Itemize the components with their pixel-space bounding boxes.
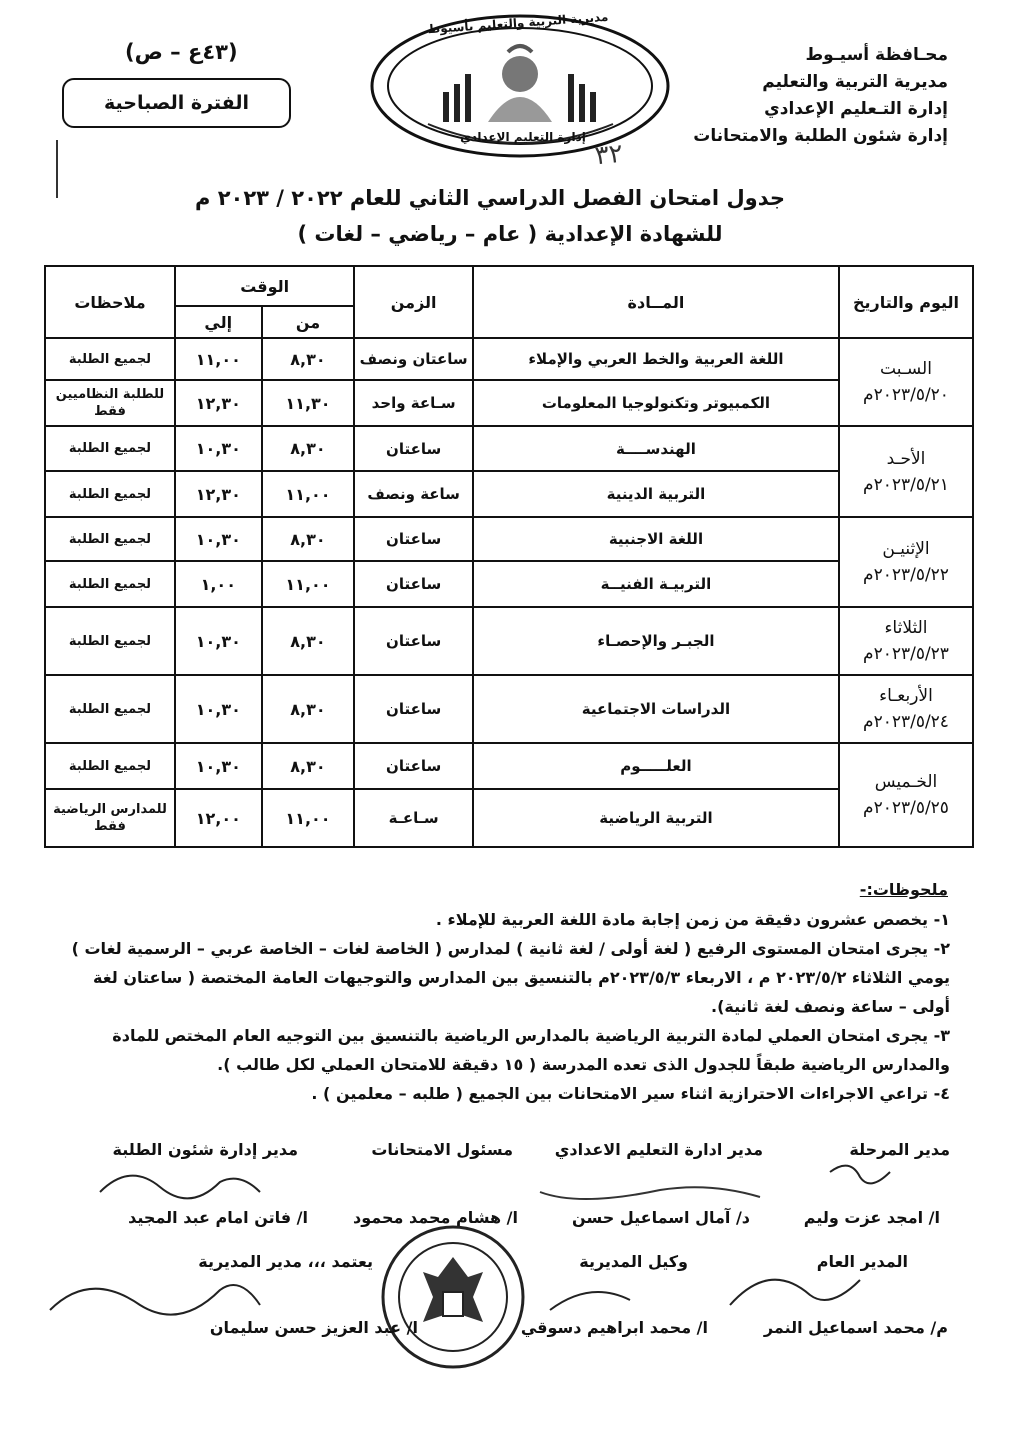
time-from-cell: ٨,٣٠	[262, 517, 355, 561]
header-duration: الزمن	[354, 266, 473, 338]
time-to-cell: ١٢,٣٠	[175, 380, 262, 426]
time-to-cell: ١٢,٣٠	[175, 471, 262, 517]
duration-cell: ساعتان	[354, 743, 473, 789]
sig-name-general-director: م/ محمد اسماعيل النمر	[763, 1318, 948, 1337]
schedule-subtitle: للشهادة الإعدادية ( عام – رياضي – لغات )	[297, 222, 723, 246]
table-row	[45, 426, 973, 471]
note-cell: للمدارس الرياضية فقط	[45, 789, 175, 847]
sig-name-prep-director: د/ آمال اسماعيل حسن	[572, 1208, 750, 1227]
subject-cell: اللغة الاجنبية	[473, 517, 839, 561]
note-cell: لجميع الطلبة	[45, 426, 175, 471]
table-row	[45, 338, 973, 380]
time-to-cell: ١,٠٠	[175, 561, 262, 607]
header-notes: ملاحظات	[45, 266, 175, 338]
table-row	[45, 607, 973, 675]
time-from-cell: ١١,٠٠	[262, 561, 355, 607]
time-from-cell: ١١,٠٠	[262, 471, 355, 517]
day-cell	[839, 607, 973, 675]
time-from-cell: ١١,٣٠	[262, 380, 355, 426]
sig-title-deputy: وكيل المديرية	[579, 1252, 688, 1271]
subject-cell: التربيـة الفنيــة	[473, 561, 839, 607]
table-row	[45, 789, 973, 847]
header-subject: المــادة	[473, 266, 839, 338]
table-row	[45, 743, 973, 789]
time-from-cell: ٨,٣٠	[262, 607, 355, 675]
duration-cell: ساعتان ونصف	[354, 338, 473, 380]
duration-cell: ساعتان	[354, 675, 473, 743]
subject-cell: التربية الدينية	[473, 471, 839, 517]
header-from: من	[262, 306, 355, 338]
subject-cell: الدراسات الاجتماعية	[473, 675, 839, 743]
table-row	[45, 380, 973, 426]
sig-title-stage-director: مدير المرحلة	[849, 1140, 950, 1159]
note-item-2: ٢- يجرى امتحان المستوى الرفيع ( لغة أولى / لغة ثانية ) لمدارس ( الخاصة لغات – الخاصة عربي – الرسمية لغات ) يومي الثلاثاء ٢٠٢٣/٥/٢ م ، الاربعاء ٢٠٢٣/٥/٣م بالتنسيق بين المدارس والتوجيهات العامة المختصة ( ساعتان لغة أولى – ساعة ونصف لغة ثانية).	[71, 939, 950, 1016]
time-to-cell: ١٠,٣٠	[175, 607, 262, 675]
day-date: ٢٠٢٣/٥/٢٤م	[863, 712, 949, 732]
note-cell: لجميع الطلبة	[45, 743, 175, 789]
sig-name-student-affairs: ا/ فاتن امام عبد المجيد	[128, 1208, 308, 1227]
time-to-cell: ١٠,٣٠	[175, 517, 262, 561]
directorate-line: مديرية التربية والتعليم	[762, 72, 948, 92]
day-name: الأربعـاء	[879, 686, 933, 706]
sig-name-deputy: ا/ محمد ابراهيم دسوقي	[520, 1318, 708, 1337]
day-name: الخـميس	[874, 772, 938, 792]
notes-title: ملحوظات:-	[859, 880, 948, 899]
time-from-cell: ١١,٠٠	[262, 789, 355, 847]
sig-name-exams-officer: ا/ هشام محمد محمود	[353, 1208, 518, 1227]
table-row	[45, 517, 973, 561]
day-date: ٢٠٢٣/٥/٢١م	[863, 474, 949, 495]
note-item-1: ١- يخصص عشرون دقيقة من زمن إجابة مادة اللغة العربية للإملاء .	[435, 910, 950, 929]
subject-cell: التربية الرياضية	[473, 789, 839, 847]
time-to-cell: ١١,٠٠	[175, 338, 262, 380]
day-date: ٢٠٢٣/٥/٢٠م	[863, 385, 949, 405]
day-date: ٢٠٢٣/٥/٢٥م	[863, 798, 949, 818]
day-cell	[839, 743, 973, 847]
day-name: الإثنيـن	[882, 539, 930, 559]
subject-cell: العلـــــوم	[473, 743, 839, 789]
duration-cell: ساعة ونصف	[354, 471, 473, 517]
note-item-4: ٤- تراعي الاجراءات الاحترازية اثناء سير الامتحانات بين الجميع ( طلبه – معلمين ) .	[311, 1084, 950, 1103]
header-day: اليوم والتاريخ	[839, 266, 973, 338]
sig-title-general-director: المدير العام	[816, 1252, 908, 1271]
logo-arc-text: مديرية التربية والتعليم بأسيوط	[427, 9, 609, 37]
sig-name-directorate-director: ا/ عبد العزيز حسن سليمان	[209, 1318, 418, 1337]
time-from-cell: ٨,٣٠	[262, 426, 355, 471]
handwritten-mark: ٣٢	[593, 138, 625, 172]
table-row	[45, 471, 973, 517]
time-from-cell: ٨,٣٠	[262, 338, 355, 380]
department-line: إدارة شئون الطلبة والامتحانات	[693, 126, 948, 146]
note-cell: لجميع الطلبة	[45, 338, 175, 380]
subject-cell: الجبـر والإحصـاء	[473, 607, 839, 675]
note-cell: لجميع الطلبة	[45, 561, 175, 607]
notes-block	[70, 905, 950, 1108]
time-from-cell: ٨,٣٠	[262, 675, 355, 743]
day-name: الثلاثاء	[884, 618, 928, 638]
day-cell	[839, 675, 973, 743]
schedule-title: جدول امتحان الفصل الدراسي الثاني للعام ٢٠٢٢ / ٢٠٢٣ م	[195, 186, 785, 210]
header-time: الوقت	[175, 266, 354, 306]
subject-cell: اللغة العربية والخط العربي والإملاء	[473, 338, 839, 380]
time-to-cell: ١٢,٠٠	[175, 789, 262, 847]
day-cell	[839, 426, 973, 517]
header-to: إلي	[175, 306, 262, 338]
exam-schedule-table	[44, 265, 974, 848]
note-cell: لجميع الطلبة	[45, 675, 175, 743]
subject-cell: الهندســــة	[473, 426, 839, 471]
table-row	[45, 561, 973, 607]
time-to-cell: ١٠,٣٠	[175, 675, 262, 743]
period-label: الفترة الصباحية	[104, 92, 249, 114]
header-authority-block	[648, 42, 948, 150]
administration-line: إدارة التـعليم الإعدادي	[764, 99, 948, 119]
day-name: السـبت	[880, 359, 932, 379]
table-row	[45, 675, 973, 743]
time-from-cell: ٨,٣٠	[262, 743, 355, 789]
subject-cell: الكمبيوتر وتكنولوجيا المعلومات	[473, 380, 839, 426]
form-code: (٤٣ع – ص)	[125, 40, 238, 64]
note-item-3: ٣- يجرى امتحان العملي لمادة التربية الرياضية بالمدارس الرياضية بالتنسيق بين التوجيه العام المختص للمادة والمدارس الرياضية طبقاً للجدول الذى تعده المدرسة ( ١٥ دقيقة للامتحان العملي لكل طالب ).	[112, 1026, 950, 1074]
governorate-line: محـافظة أسيـوط	[805, 45, 948, 65]
margin-line	[56, 140, 58, 198]
period-box	[62, 78, 291, 128]
time-to-cell: ١٠,٣٠	[175, 743, 262, 789]
duration-cell: سـاعة واحد	[354, 380, 473, 426]
note-cell: لجميع الطلبة	[45, 471, 175, 517]
duration-cell: ساعتان	[354, 426, 473, 471]
time-to-cell: ١٠,٣٠	[175, 426, 262, 471]
note-cell: لجميع الطلبة	[45, 607, 175, 675]
day-date: ٢٠٢٣/٥/٢٢م	[863, 565, 949, 585]
sig-title-exams-officer: مسئول الامتحانات	[371, 1140, 513, 1159]
duration-cell: ساعتان	[354, 561, 473, 607]
duration-cell: ساعتان	[354, 607, 473, 675]
sig-title-directorate-director: يعتمد ،،، مدير المديرية	[198, 1252, 373, 1271]
logo-bottom-text: إدارة التعليم الإعدادي	[460, 130, 586, 144]
duration-cell: ساعتان	[354, 517, 473, 561]
day-date: ٢٠٢٣/٥/٢٣م	[863, 644, 949, 664]
day-cell	[839, 517, 973, 607]
sig-name-stage-director: ا/ امجد عزت وليم	[803, 1208, 940, 1227]
day-name: الأحـد	[886, 448, 926, 469]
duration-cell: سـاعـة	[354, 789, 473, 847]
sig-title-prep-director: مدير ادارة التعليم الاعدادي	[554, 1140, 763, 1159]
note-cell: للطلبة النظاميين فقط	[45, 380, 175, 426]
note-cell: لجميع الطلبة	[45, 517, 175, 561]
day-cell	[839, 338, 973, 426]
sig-title-student-affairs: مدير إدارة شئون الطلبة	[112, 1140, 298, 1159]
